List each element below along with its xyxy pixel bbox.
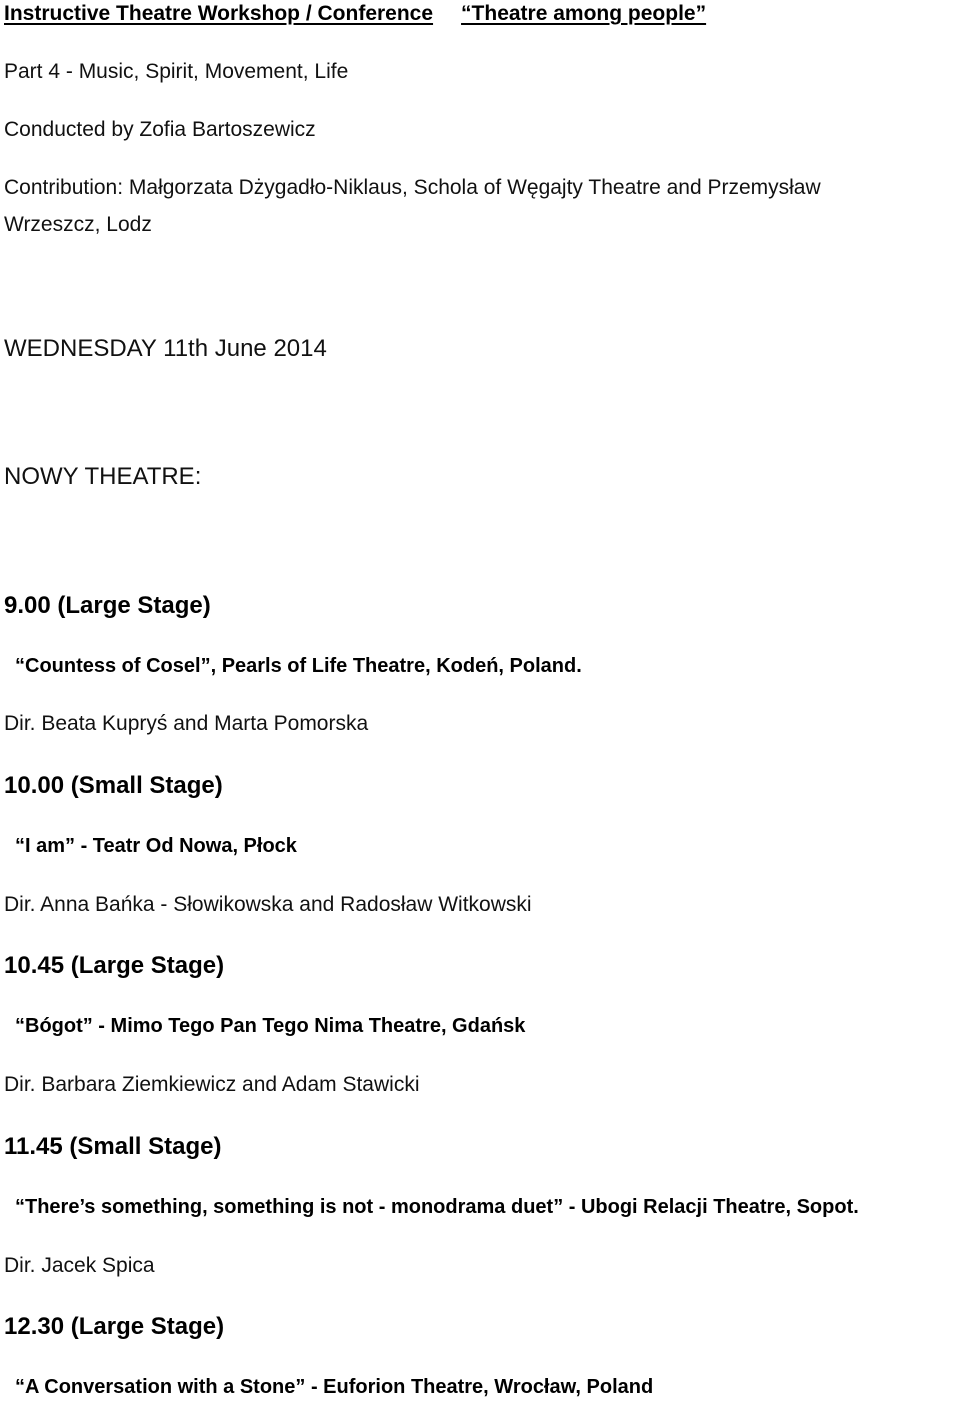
event-time: 9.00 (Large Stage) [4, 592, 211, 619]
document-header [4, 3, 706, 24]
event-title: “There’s something, something is not - monodrama duet” - Ubogi Relacji Theatre, Sopot. [15, 1196, 859, 1218]
venue-heading: NOWY THEATRE: [4, 463, 202, 490]
contribution-line-2: Wrzeszcz, Lodz [4, 213, 152, 236]
event-director: Dir. Jacek Spica [4, 1254, 155, 1277]
event-time: 11.45 (Small Stage) [4, 1133, 222, 1160]
event-title: “Countess of Cosel”, Pearls of Life Theatre, Kodeń, Poland. [15, 655, 582, 677]
event-director: Dir. Anna Bańka - Słowikowska and Radosław Witkowski [4, 893, 532, 916]
header-subtitle: “Theatre among people” [461, 2, 707, 25]
header-title: Instructive Theatre Workshop / Conference [4, 2, 434, 25]
event-time: 10.00 (Small Stage) [4, 772, 223, 799]
event-time: 10.45 (Large Stage) [4, 952, 225, 979]
conducted-by: Conducted by Zofia Bartoszewicz [4, 118, 316, 141]
event-time: 12.30 (Large Stage) [4, 1313, 225, 1340]
event-date: WEDNESDAY 11th June 2014 [4, 335, 327, 362]
event-director: Dir. Barbara Ziemkiewicz and Adam Stawicki [4, 1073, 420, 1096]
event-title: “A Conversation with a Stone” - Euforion Theatre, Wrocław, Poland [15, 1376, 654, 1398]
event-director: Dir. Beata Kupryś and Marta Pomorska [4, 712, 369, 735]
part-title: Part 4 - Music, Spirit, Movement, Life [4, 60, 349, 83]
contribution-line-1: Contribution: Małgorzata Dżygadło-Niklaus, Schola of Węgajty Theatre and Przemysław [4, 176, 821, 199]
event-title: “I am” - Teatr Od Nowa, Płock [15, 835, 297, 857]
event-title: “Bógot” - Mimo Tego Pan Tego Nima Theatre, Gdańsk [15, 1015, 526, 1037]
